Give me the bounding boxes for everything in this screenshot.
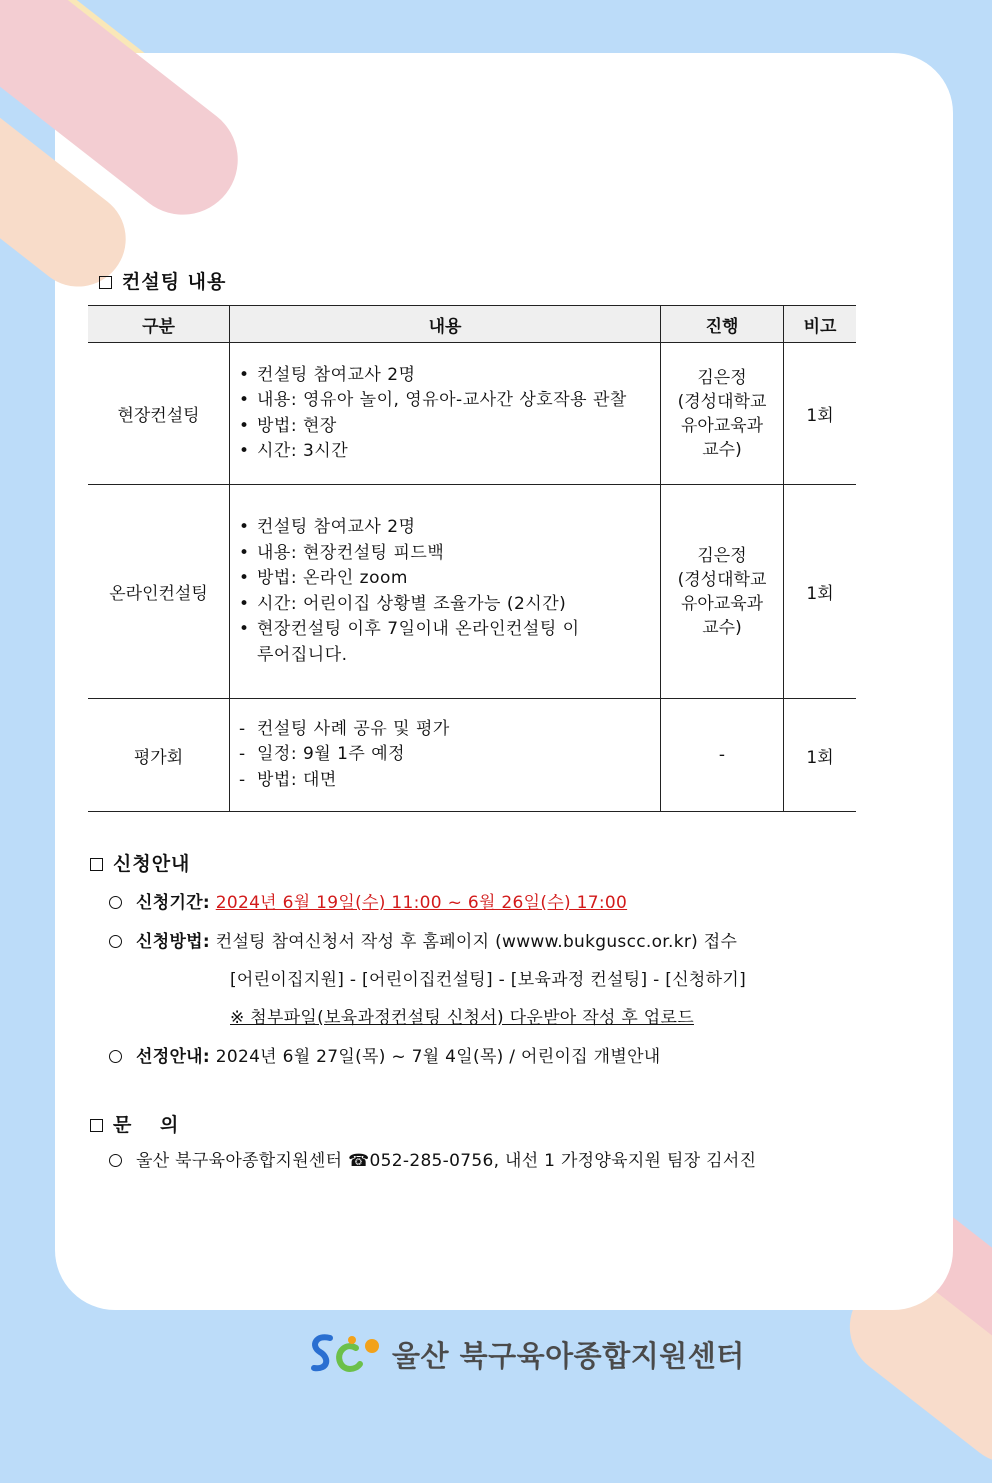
list-item: • 내용: 현장컨설팅 피드백 (237, 541, 659, 567)
progress-line: 교수) (702, 617, 742, 638)
progress-line: (경성대학교 (677, 569, 767, 590)
inquiry-contact (109, 1146, 756, 1171)
progress-line: 유아교육과 (680, 415, 764, 436)
circle-bullet-icon (109, 896, 122, 909)
cell-note: 1회 (784, 343, 857, 485)
progress-line: 김은정 (697, 545, 747, 566)
header-note: 비고 (784, 306, 857, 343)
cell-progress (661, 343, 784, 485)
select-value: 2024년 6월 27일(목) ~ 7월 4일(목) / 어린이집 개별안내 (215, 1047, 661, 1067)
square-bullet-icon (90, 1119, 103, 1132)
circle-bullet-icon (109, 935, 122, 948)
cell-note: 1회 (784, 485, 857, 699)
list-item: • 시간: 3시간 (237, 439, 659, 465)
table-row (88, 699, 856, 812)
table-header-row (88, 306, 856, 343)
content-list (231, 717, 659, 794)
progress-line: 교수) (702, 439, 742, 460)
cell-category: 온라인컨설팅 (88, 485, 230, 699)
application-period (109, 888, 627, 913)
method-label: 신청방법: (136, 932, 210, 952)
header-progress: 진행 (661, 306, 784, 343)
square-bullet-icon (90, 858, 103, 871)
method-value: 컨설팅 참여신청서 작성 후 홈페이지 (wwww.bukguscc.or.kr) 접수 (215, 932, 738, 952)
cell-category: 현장컨설팅 (88, 343, 230, 485)
square-bullet-icon (99, 276, 112, 289)
list-item: • 시간: 어린이집 상황별 조율가능 (2시간) (237, 592, 659, 618)
list-item: - 일정: 9월 1주 예정 (237, 742, 659, 768)
section-application-title: 신청안내 (90, 849, 190, 876)
cell-note: 1회 (784, 699, 857, 812)
list-item: • 내용: 영유아 놀이, 영유아-교사간 상호작용 관찰 (237, 388, 659, 414)
header-content: 내용 (230, 306, 661, 343)
progress-line: 유아교육과 (680, 593, 764, 614)
footer-logo (308, 1332, 745, 1376)
content-list (231, 515, 659, 668)
period-value: 2024년 6월 19일(수) 11:00 ~ 6월 26일(수) 17:00 (215, 893, 628, 913)
cell-progress (661, 699, 784, 812)
list-item: • 현장컨설팅 이후 7일이내 온라인컨설팅 이루어집니다. (237, 617, 587, 668)
circle-bullet-icon (109, 1050, 122, 1063)
section-inquiry-title: 문 의 (90, 1110, 179, 1137)
period-label: 신청기간: (136, 893, 210, 913)
org-name: 울산 북구육아종합지원센터 (392, 1338, 745, 1373)
method-note: ※ 첨부파일(보육과정컨설팅 신청서) 다운받아 작성 후 업로드 (230, 1008, 694, 1028)
method-path: [어린이집지원] - [어린이집컨설팅] - [보육과정 컨설팅] - [신청하기] (230, 970, 747, 990)
select-label: 선정안내: (136, 1047, 210, 1067)
header-category: 구분 (88, 306, 230, 343)
circle-bullet-icon (109, 1154, 122, 1167)
list-item: • 컨설팅 참여교사 2명 (237, 363, 659, 389)
application-method (109, 927, 737, 952)
contact-text: 울산 북구육아종합지원센터 ☎052-285-0756, 내선 1 가정양육지원 팀장 김서진 (136, 1151, 757, 1171)
content-list (231, 363, 659, 465)
progress-line: (경성대학교 (677, 391, 767, 412)
selection-notice (109, 1042, 661, 1067)
list-item: • 방법: 현장 (237, 414, 659, 440)
progress-line: 김은정 (697, 367, 747, 388)
list-item: - 컨설팅 사례 공유 및 평가 (237, 717, 659, 743)
list-item: • 컨설팅 참여교사 2명 (237, 515, 659, 541)
cell-progress (661, 485, 784, 699)
cell-content (230, 343, 661, 485)
list-item: • 방법: 온라인 zoom (237, 566, 659, 592)
cell-content (230, 699, 661, 812)
cell-content (230, 485, 661, 699)
list-item: - 방법: 대면 (237, 768, 659, 794)
table-row (88, 485, 856, 699)
center-logo-icon (308, 1332, 384, 1376)
cell-category: 평가회 (88, 699, 230, 812)
table-row (88, 343, 856, 485)
progress-line: - (718, 745, 726, 765)
section-consulting-title: 컨설팅 내용 (99, 267, 226, 294)
consulting-table (88, 305, 856, 812)
